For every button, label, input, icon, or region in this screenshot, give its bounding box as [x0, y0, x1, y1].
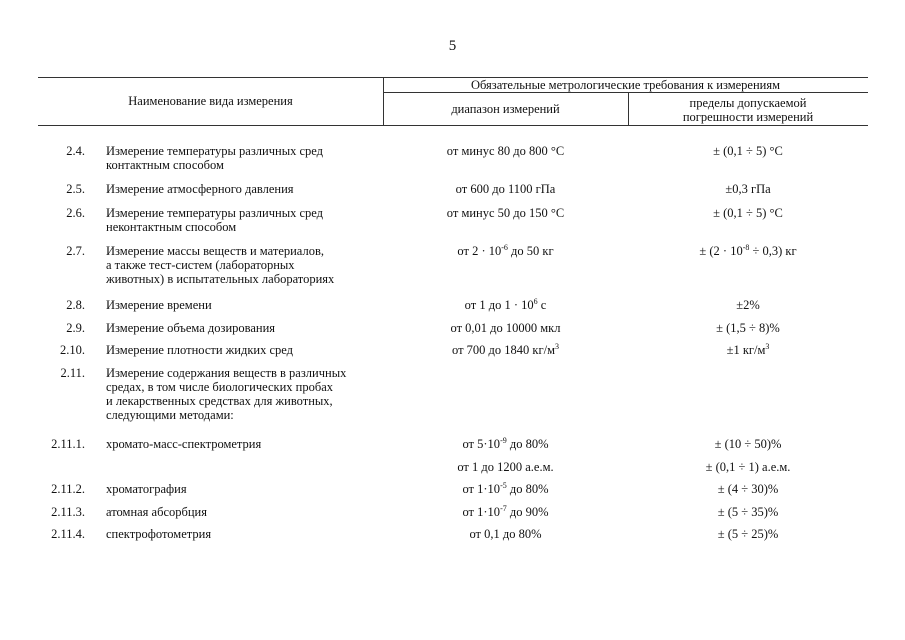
measurement-range: от 0,1 до 80%: [469, 527, 542, 541]
measurement-range: от 600 до 1100 гПа: [455, 182, 556, 196]
measurement-range: от 0,01 до 10000 мкл: [450, 321, 561, 335]
superscript: -9: [500, 436, 507, 445]
measurement-name: [106, 343, 396, 357]
measurement-name: [106, 366, 396, 422]
measurement-name: [106, 244, 396, 286]
measurement-name-line: спектрофотометрия: [106, 527, 212, 541]
row-number: 2.9.: [66, 321, 85, 335]
measurement-name: [106, 482, 396, 496]
superscript: -5: [500, 481, 507, 490]
measurement-name-line: Измерение массы веществ и материалов,: [106, 244, 324, 258]
measurement-range: от минус 80 до 800 °С: [446, 144, 565, 158]
row-number: 2.11.: [60, 366, 85, 380]
row-number: 2.11.3.: [51, 505, 85, 519]
superscript: -7: [500, 504, 507, 513]
measurement-name: [106, 321, 396, 335]
measurement-name-line: средах, в том числе биологических пробах: [106, 380, 334, 394]
header-name-column: Наименование вида измерения: [128, 94, 293, 108]
measurement-error: ± (0,1 ÷ 5) °С: [713, 206, 783, 220]
superscript: -8: [742, 243, 750, 252]
measurement-name-line: следующими методами:: [106, 408, 234, 422]
superscript: -6: [501, 243, 508, 252]
superscript: 3: [765, 342, 770, 351]
measurement-range: от $1\cdot 10^{-5}$ до 80%: [462, 481, 549, 496]
measurement-error: ±0,3 гПа: [725, 182, 771, 196]
header-error-line-2: погрешности измерений: [682, 110, 814, 124]
measurement-error: ± (4 ÷ 30)%: [717, 482, 779, 496]
measurement-name: [106, 144, 396, 172]
measurement-name-line: контактным способом: [106, 158, 224, 172]
measurement-error: ± (5 ÷ 25)%: [717, 527, 779, 541]
measurement-error: ±2%: [736, 298, 760, 312]
measurement-error: ± (0,1 ÷ 5) °С: [713, 144, 783, 158]
measurement-name: [106, 437, 396, 451]
measurement-name-line: хромато-масс-спектрометрия: [106, 437, 262, 451]
measurement-name: [106, 527, 396, 541]
measurement-range: от 700 до 1840 $кг/м^3$: [452, 342, 559, 357]
measurement-name-line: Измерение температуры различных сред: [106, 144, 324, 158]
measurement-range: от $5\cdot 10^{-9}$ до 80%: [462, 436, 549, 451]
measurement-range: от 1 до $1 \cdot 10^6$ с: [464, 297, 547, 312]
measurement-error: ± (0,1 ÷ 1) а.е.м.: [705, 460, 791, 474]
row-number: 2.7.: [66, 244, 85, 258]
row-number: 2.4.: [66, 144, 85, 158]
measurement-name-line: неконтактным способом: [106, 220, 237, 234]
measurement-name-line: и лекарственных средствах для животных,: [106, 394, 333, 408]
header-requirements-group: Обязательные метрологические требования к измерениям: [470, 78, 781, 92]
header-bottom-rule: [38, 125, 868, 126]
measurement-name-line: Измерение времени: [106, 298, 212, 312]
measurement-range: от $1\cdot 10^{-7}$ до 90%: [462, 504, 549, 519]
row-number: 2.8.: [66, 298, 85, 312]
measurement-name-line: Измерение содержания веществ в различных: [106, 366, 347, 380]
header-range-column: диапазон измерений: [451, 102, 560, 116]
measurement-error: ± $(2 \cdot 10^{-8} \div 0,3)$ кг: [699, 243, 797, 258]
measurement-name-line: хроматография: [106, 482, 187, 496]
measurement-name-line: атомная абсорбция: [106, 505, 208, 519]
row-number: 2.11.1.: [51, 437, 85, 451]
row-number: 2.11.4.: [51, 527, 85, 541]
header-error-line-1: пределы допускаемой: [689, 96, 807, 110]
page-number: 5: [448, 38, 457, 54]
measurement-name-line: животных) в испытательных лабораториях: [106, 272, 335, 286]
measurement-error: ± (1,5 ÷ 8)%: [716, 321, 780, 335]
row-number: 2.5.: [66, 182, 85, 196]
row-number: 2.10.: [60, 343, 85, 357]
measurement-error: ± (5 ÷ 35)%: [717, 505, 779, 519]
measurement-error: ± (10 ÷ 50)%: [714, 437, 782, 451]
measurement-name-line: Измерение объема дозирования: [106, 321, 276, 335]
row-number: 2.11.2.: [51, 482, 85, 496]
measurement-name-line: Измерение температуры различных сред: [106, 206, 324, 220]
measurement-name-line: а также тест-систем (лабораторных: [106, 258, 295, 272]
measurement-range: от 1 до 1200 а.е.м.: [457, 460, 554, 474]
measurement-error: ±1 $кг/м^3$: [726, 342, 770, 357]
header-error-column: [628, 96, 868, 124]
measurement-range: от минус 50 до 150 °С: [446, 206, 565, 220]
measurement-name: [106, 206, 396, 234]
measurement-name: [106, 182, 396, 196]
row-number: 2.6.: [66, 206, 85, 220]
measurement-range: от $2 \cdot 10^{-6}$ до 50 кг: [457, 243, 554, 258]
superscript: 6: [533, 297, 538, 306]
measurement-name-line: Измерение плотности жидких сред: [106, 343, 294, 357]
superscript: 3: [555, 342, 559, 351]
measurement-name: [106, 505, 396, 519]
header-subdivider-rule: [383, 92, 868, 93]
measurement-name-line: Измерение атмосферного давления: [106, 182, 294, 196]
measurement-name: [106, 298, 396, 312]
